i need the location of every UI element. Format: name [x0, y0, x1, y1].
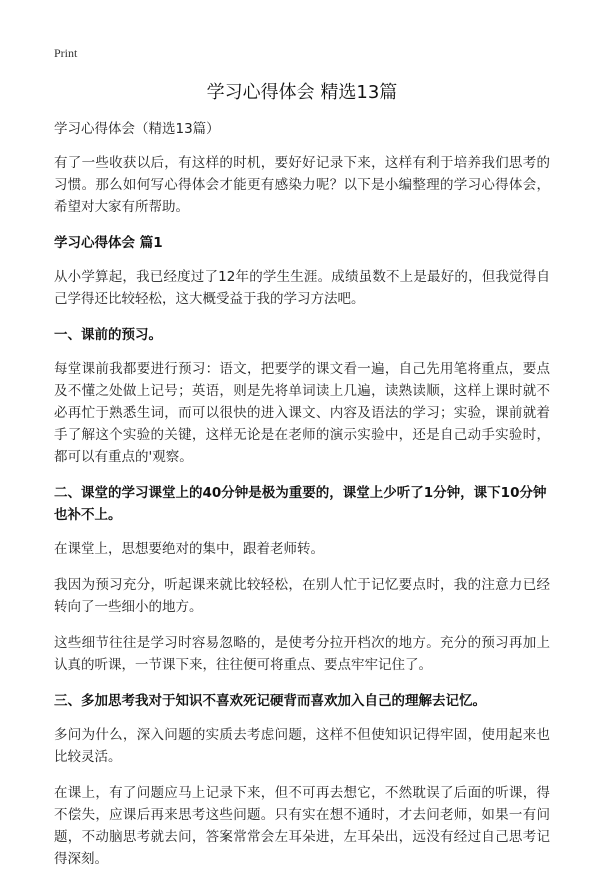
section-heading-1: 学习心得体会 篇1 [54, 235, 163, 251]
document-body [54, 74, 550, 884]
classroom-paragraph-1: 在课堂上，思想要绝对的集中，跟着老师转。 [54, 541, 324, 557]
thinking-paragraph-2: 在课上，有了问题应马上记录下来，但不可再去想它，不然耽误了后面的听课，得不偿失，应课后再来思考这些问题。只有实在想不通时，才去问老师，如果一有问题，不动脑思考就去问，答案常常会左耳朵进，左耳朵出，远没有经过自己思考记得深刻。 [54, 785, 550, 867]
classroom-paragraph-3: 这些细节往往是学习时容易忽略的，是使考分拉开档次的地方。充分的预习再加上认真的听课，一节课下来，往往便可将重点、要点牢牢记住了。 [54, 635, 550, 673]
page-title: 学习心得体会 精选13篇 [206, 82, 398, 103]
point-heading-preview: 一、课前的预习。 [54, 327, 162, 343]
point-heading-classroom: 二、课堂的学习课堂上的40分钟是极为重要的，课堂上少听了1分钟，课下10分钟也补不上。 [54, 485, 547, 523]
classroom-paragraph-2: 我因为预习充分，听起课来就比较轻松，在别人忙于记忆要点时，我的注意力已经转向了一些细小的地方。 [54, 577, 550, 615]
preview-paragraph: 每堂课前我都要进行预习：语文，把要学的课文看一遍，自己先用笔将重点，要点及不懂之处做上记号；英语，则是先将单词读上几遍，读熟读顺，这样上课时就不必再忙于熟悉生词，而可以很快的进入课文、内容及语法的学习；实验，课前就着手了解这个实验的关键，这样无论是在老师的演示实验中，还是自己动手实验时，都可以有重点的'观察。 [54, 361, 550, 465]
thinking-paragraph-1: 多问为什么，深入问题的实质去考虑问题，这样不但使知识记得牢固，使用起来也比较灵活。 [54, 727, 550, 765]
point-heading-thinking: 三、多加思考我对于知识不喜欢死记硬背而喜欢加入自己的理解去记忆。 [54, 693, 486, 709]
document-subtitle: 学习心得体会（精选13篇） [54, 121, 220, 137]
print-link[interactable]: Print [54, 46, 78, 60]
section1-paragraph: 从小学算起，我已经度过了12年的学生生涯。成绩虽数不上是最好的，但我觉得自己学得还比较轻松，这大概受益于我的学习方法吧。 [54, 269, 550, 307]
intro-paragraph: 有了一些收获以后，有这样的时机，要好好记录下来，这样有利于培养我们思考的习惯。那么如何写心得体会才能更有感染力呢？以下是小编整理的学习心得体会，希望对大家有所帮助。 [54, 155, 550, 215]
